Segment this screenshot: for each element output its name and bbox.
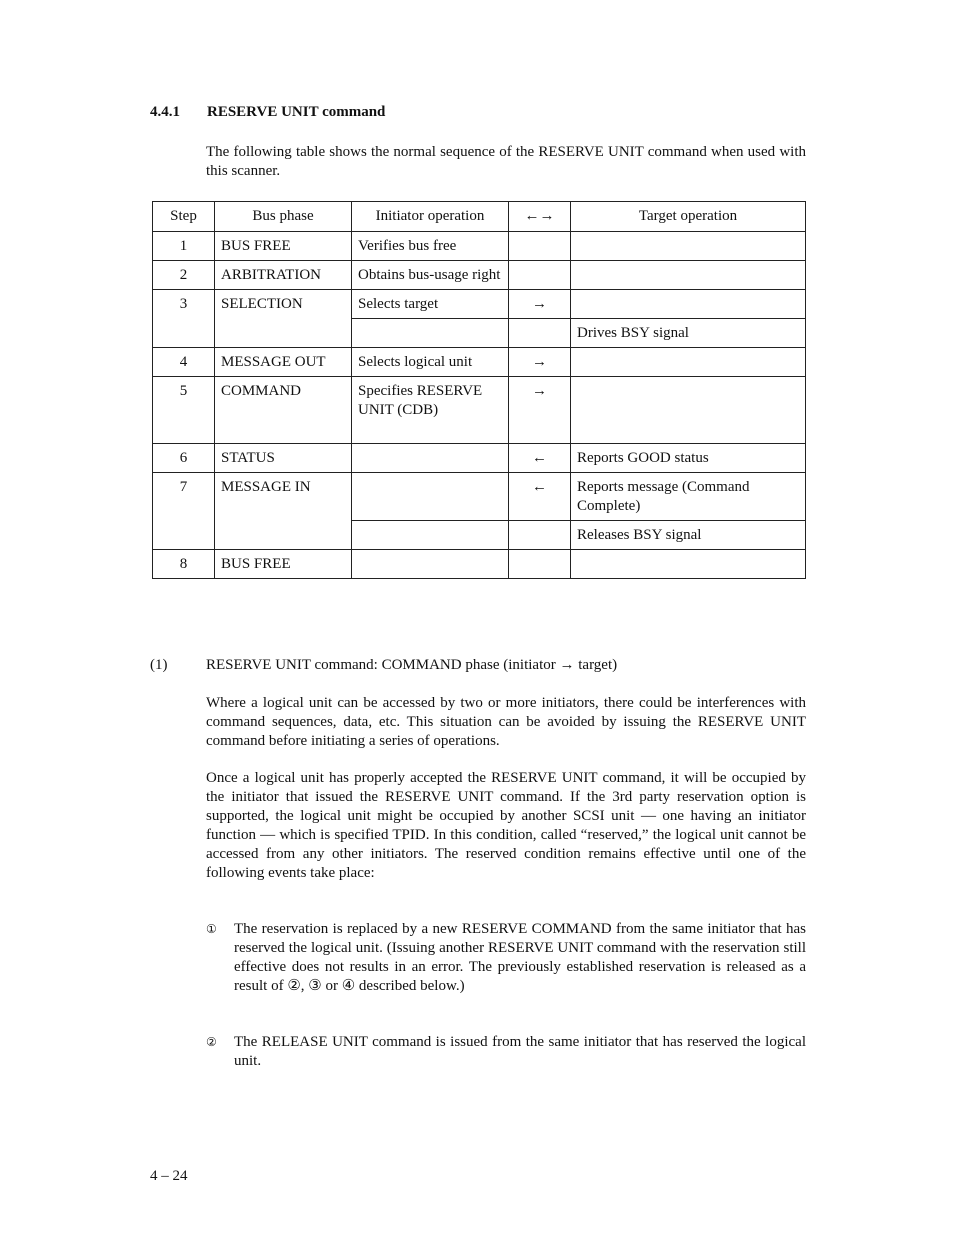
phase-cell: BUS FREE	[215, 232, 352, 261]
target-cell	[571, 261, 806, 290]
initiator-cell: Selects target	[352, 290, 509, 319]
direction-cell: ←	[509, 444, 571, 473]
target-cell: Reports GOOD status	[571, 444, 806, 473]
step-cell: 5	[153, 377, 215, 444]
step-cell: 4	[153, 348, 215, 377]
list-item-text: The RELEASE UNIT command is issued from the same initiator that has reserved the logical unit.	[234, 1034, 806, 1069]
circled-two-marker: ②	[206, 1035, 217, 1049]
section-heading	[150, 104, 385, 121]
direction-cell	[509, 550, 571, 579]
table-row	[153, 377, 806, 444]
step-cell: 8	[153, 550, 215, 579]
header-direction: ←→	[509, 202, 571, 232]
page-number: 4 – 24	[150, 1168, 188, 1184]
direction-cell	[509, 232, 571, 261]
header-step: Step	[153, 202, 215, 232]
table-row	[153, 232, 806, 261]
phase-cell: ARBITRATION	[215, 261, 352, 290]
section-number: 4.4.1	[150, 104, 180, 120]
paragraph-reserved: Once a logical unit has properly accepted the RESERVE UNIT command, it will be occupied by the initiator that issued the RESERVE UNIT command. If the 3rd party reservation option is supported, the logical unit might be occupied by another SCSI unit — one having an initiator function — which is specified TPID. In this condition, called “reserved,” the logical unit cannot be accessed from any other initiators. The reserved condition remains effective until one of the following events take place:	[206, 770, 806, 881]
subsection-label: (1)	[150, 657, 168, 673]
phase-cell: BUS FREE	[215, 550, 352, 579]
target-cell	[571, 377, 806, 444]
header-bus-phase: Bus phase	[215, 202, 352, 232]
target-cell: Releases BSY signal	[571, 521, 806, 550]
phase-cell: MESSAGE IN	[215, 473, 352, 550]
list-item-text: The reservation is replaced by a new RESERVE COMMAND from the same initiator that has reserved the logical unit. (Issuing another RESERVE UNIT command with the reservation still effective does not results in an error. The previously established reservation is released as a result of ②, ③ or ④ described below.)	[234, 921, 806, 994]
target-cell	[571, 232, 806, 261]
phase-cell: STATUS	[215, 444, 352, 473]
initiator-cell: Obtains bus-usage right	[352, 261, 509, 290]
phase-cell: MESSAGE OUT	[215, 348, 352, 377]
list-item	[206, 920, 806, 996]
header-initiator-operation: Initiator operation	[352, 202, 509, 232]
initiator-cell: Specifies RESERVE UNIT (CDB)	[352, 377, 509, 444]
section-title: RESERVE UNIT command	[207, 104, 386, 120]
direction-cell: →	[509, 290, 571, 319]
intro-paragraph: The following table shows the normal sequence of the RESERVE UNIT command when used with this scanner.	[206, 144, 806, 179]
phase-cell: COMMAND	[215, 377, 352, 444]
target-cell: Reports message (Command Complete)	[571, 473, 806, 521]
table-row	[153, 348, 806, 377]
table-row	[153, 290, 806, 319]
initiator-cell: Verifies bus free	[352, 232, 509, 261]
sequence-table	[152, 201, 806, 579]
direction-cell: →	[509, 348, 571, 377]
direction-cell	[509, 319, 571, 348]
step-cell: 7	[153, 473, 215, 550]
target-cell: Drives BSY signal	[571, 319, 806, 348]
table-row	[153, 550, 806, 579]
initiator-cell	[352, 473, 509, 521]
initiator-cell	[352, 444, 509, 473]
direction-cell	[509, 521, 571, 550]
target-cell	[571, 550, 806, 579]
step-cell: 2	[153, 261, 215, 290]
initiator-cell: Selects logical unit	[352, 348, 509, 377]
direction-cell: ←	[509, 473, 571, 521]
table-row	[153, 261, 806, 290]
step-cell: 3	[153, 290, 215, 348]
direction-cell	[509, 261, 571, 290]
initiator-cell	[352, 319, 509, 348]
target-cell	[571, 348, 806, 377]
paragraph-access: Where a logical unit can be accessed by two or more initiators, there could be interferences with command sequences, data, etc. This situation can be avoided by issuing the RESERVE UNIT command before initiating a series of operations.	[206, 695, 806, 749]
table-row	[153, 444, 806, 473]
table-header-row	[153, 202, 806, 232]
step-cell: 6	[153, 444, 215, 473]
table-row	[153, 473, 806, 521]
initiator-cell	[352, 550, 509, 579]
initiator-cell	[352, 521, 509, 550]
list-item	[206, 1033, 806, 1071]
target-cell	[571, 290, 806, 319]
step-cell: 1	[153, 232, 215, 261]
circled-one-marker: ①	[206, 922, 217, 936]
subsection-title: RESERVE UNIT command: COMMAND phase (initiator → target)	[206, 657, 618, 673]
phase-cell: SELECTION	[215, 290, 352, 348]
direction-cell: →	[509, 377, 571, 444]
header-target-operation: Target operation	[571, 202, 806, 232]
